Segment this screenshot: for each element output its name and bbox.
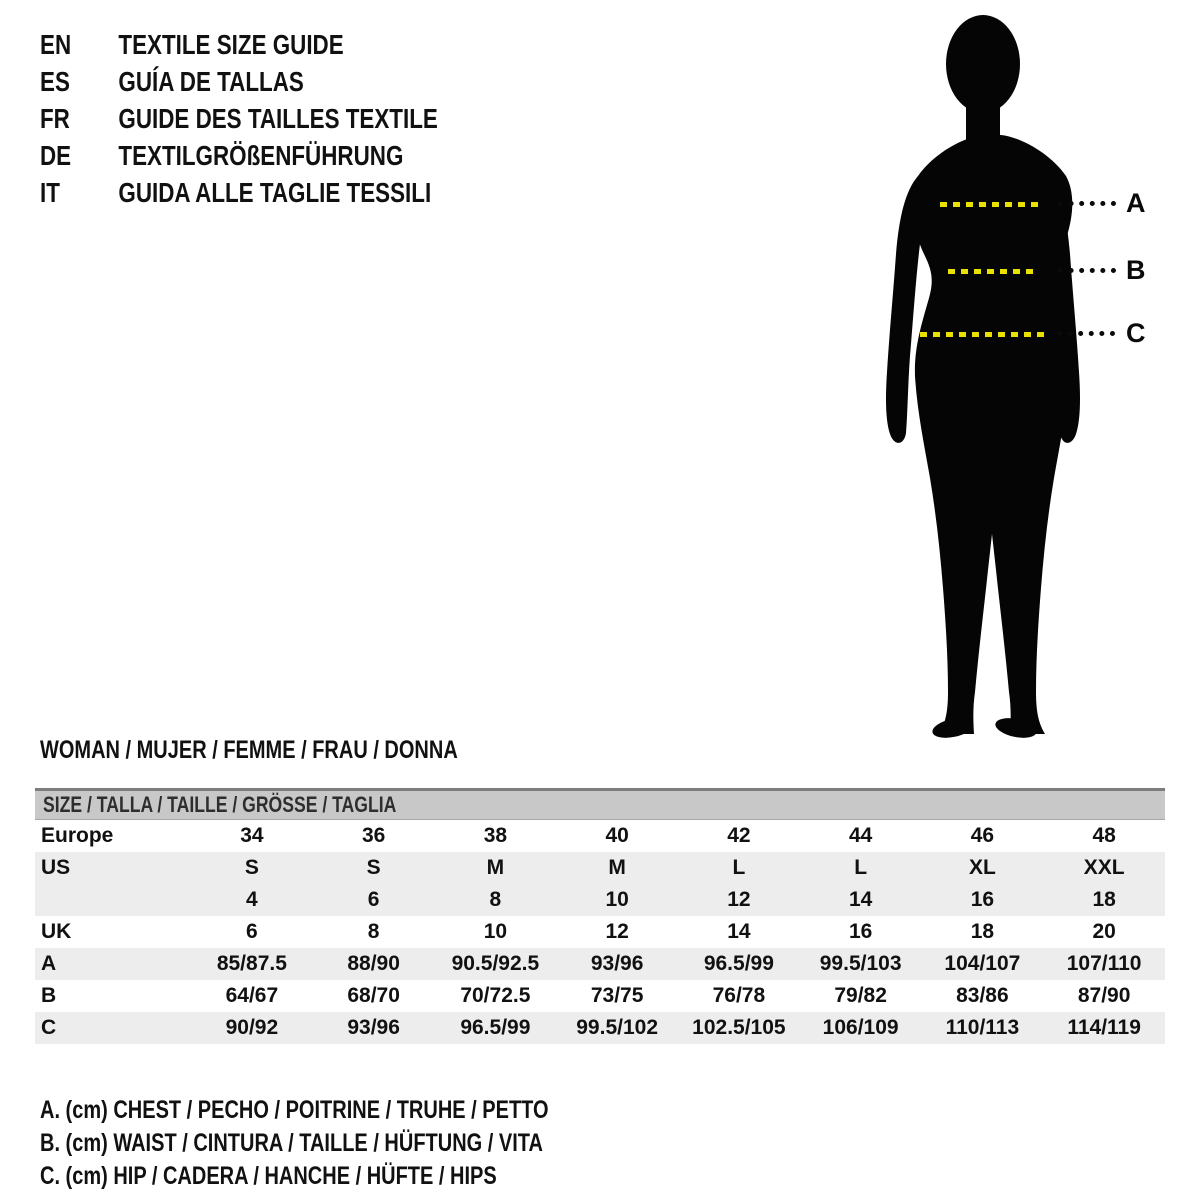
table-cell: 46 (970, 824, 995, 847)
size-table-header (35, 788, 1165, 820)
table-cell: 79/82 (834, 984, 887, 1007)
table-cell: 96.5/99 (703, 952, 774, 975)
row-label: US (41, 856, 71, 879)
table-cell: 96.5/99 (460, 1016, 531, 1039)
dotted-leader-b (1058, 268, 1116, 273)
yellow-dashed-line-a (940, 202, 1040, 207)
language-title: TEXTILE SIZE GUIDE (118, 29, 344, 60)
language-title: TEXTILGRÖßENFÜHRUNG (118, 140, 404, 171)
table-cell: S (366, 856, 381, 879)
table-row (35, 980, 1165, 1012)
table-row (35, 820, 1165, 852)
table-cell: 90.5/92.5 (451, 952, 540, 975)
table-row (35, 884, 1165, 916)
table-cell: XXL (1083, 856, 1125, 879)
legend-line: A. (cm) CHEST / PECHO / POITRINE / TRUHE / PETTO (40, 1096, 549, 1124)
language-row (40, 63, 438, 100)
table-cell: 40 (605, 824, 629, 847)
table-cell: 102.5/105 (692, 1016, 786, 1039)
table-cell: 42 (727, 824, 751, 847)
table-cell: 106/109 (822, 1016, 899, 1039)
table-cell: 64/67 (225, 984, 279, 1007)
table-cell: 70/72.5 (460, 984, 531, 1007)
measurement-label-a: A (1126, 188, 1146, 218)
table-cell: 10 (483, 920, 508, 943)
table-cell: 88/90 (347, 952, 400, 975)
language-title: GUIDA ALLE TAGLIE TESSILI (118, 177, 432, 208)
size-table-header-label: SIZE / TALLA / TAILLE / GRÖSSE / TAGLIA (43, 792, 397, 817)
language-row (40, 100, 438, 137)
table-cell: 14 (848, 888, 873, 911)
table-cell: 6 (367, 888, 380, 911)
table-cell: 68/70 (347, 984, 400, 1007)
table-cell: 34 (240, 824, 264, 847)
woman-silhouette-svg (858, 8, 1108, 748)
language-code: DE (40, 140, 72, 171)
table-cell: 8 (489, 888, 502, 911)
language-code: FR (40, 103, 70, 134)
table-cell: 93/96 (347, 1016, 400, 1039)
table-cell: M (486, 856, 505, 879)
table-cell: L (732, 856, 746, 879)
language-title: GUIDE DES TAILLES TEXTILE (118, 103, 438, 134)
table-cell: 18 (970, 920, 995, 943)
language-title: GUÍA DE TALLAS (118, 66, 304, 97)
table-cell: 83/86 (956, 984, 1009, 1007)
row-label: UK (41, 920, 72, 943)
table-cell: 38 (483, 824, 508, 847)
language-code: EN (40, 29, 72, 60)
table-cell: M (608, 856, 626, 879)
legend-line: B. (cm) WAIST / CINTURA / TAILLE / HÜFTUNG / VITA (40, 1129, 543, 1157)
measurement-legend (40, 1094, 676, 1193)
table-cell: 16 (970, 888, 995, 911)
table-cell: XL (968, 856, 996, 879)
language-row (40, 174, 438, 211)
table-cell: 16 (848, 920, 873, 943)
table-cell: 8 (367, 920, 380, 943)
table-cell: L (854, 856, 868, 879)
table-cell: 87/90 (1077, 984, 1131, 1007)
table-cell: 12 (727, 888, 751, 911)
table-cell: 10 (605, 888, 629, 911)
silhouette-shapes (886, 15, 1080, 741)
table-cell: 20 (1092, 920, 1116, 943)
table-cell: 114/119 (1067, 1016, 1141, 1039)
row-label: Europe (41, 824, 114, 847)
table-cell: 76/78 (712, 984, 766, 1007)
table-cell: 107/110 (1066, 952, 1142, 975)
table-cell: 44 (848, 824, 873, 847)
table-cell: 48 (1092, 824, 1116, 847)
table-cell: 85/87.5 (216, 952, 287, 975)
dotted-leader-c (1057, 331, 1115, 336)
table-cell: 36 (361, 824, 386, 847)
dotted-leader-a (1058, 201, 1116, 206)
table-cell: 110/113 (945, 1016, 1020, 1039)
table-cell: 104/107 (944, 952, 1021, 975)
language-row (40, 137, 438, 174)
size-table-rows (35, 820, 1165, 1044)
table-row (35, 916, 1165, 948)
table-cell: 99.5/102 (576, 1016, 658, 1039)
table-cell: 4 (246, 888, 258, 911)
row-label (35, 884, 191, 916)
table-cell: 73/75 (590, 984, 644, 1007)
legend-line: C. (cm) HIP / CADERA / HANCHE / HÜFTE / HIPS (40, 1162, 497, 1190)
section-heading-text: WOMAN / MUJER / FEMME / FRAU / DONNA (40, 736, 458, 764)
measurement-label-c: C (1126, 318, 1146, 348)
table-row (35, 948, 1165, 980)
language-row (40, 26, 438, 63)
table-cell: 12 (605, 920, 629, 943)
table-row (35, 1012, 1165, 1044)
table-cell: 14 (727, 920, 751, 943)
table-cell: 6 (246, 920, 258, 943)
table-row (35, 852, 1165, 884)
measurement-label-b: B (1126, 255, 1146, 285)
language-code: IT (40, 177, 60, 208)
table-cell: 18 (1092, 888, 1116, 911)
row-label: A (41, 952, 57, 975)
table-cell: 90/92 (225, 1016, 279, 1039)
table-cell: 93/96 (590, 952, 644, 975)
row-label: B (41, 984, 57, 1007)
language-code: ES (40, 66, 70, 97)
size-table (35, 788, 1165, 1044)
yellow-dashed-line-c (920, 332, 1050, 337)
row-label: C (41, 1016, 57, 1039)
language-list (40, 26, 537, 211)
table-cell: S (244, 856, 259, 879)
section-heading (40, 736, 562, 765)
yellow-dashed-line-b (948, 269, 1036, 274)
table-cell: 99.5/103 (819, 952, 902, 975)
woman-silhouette (858, 8, 1108, 748)
